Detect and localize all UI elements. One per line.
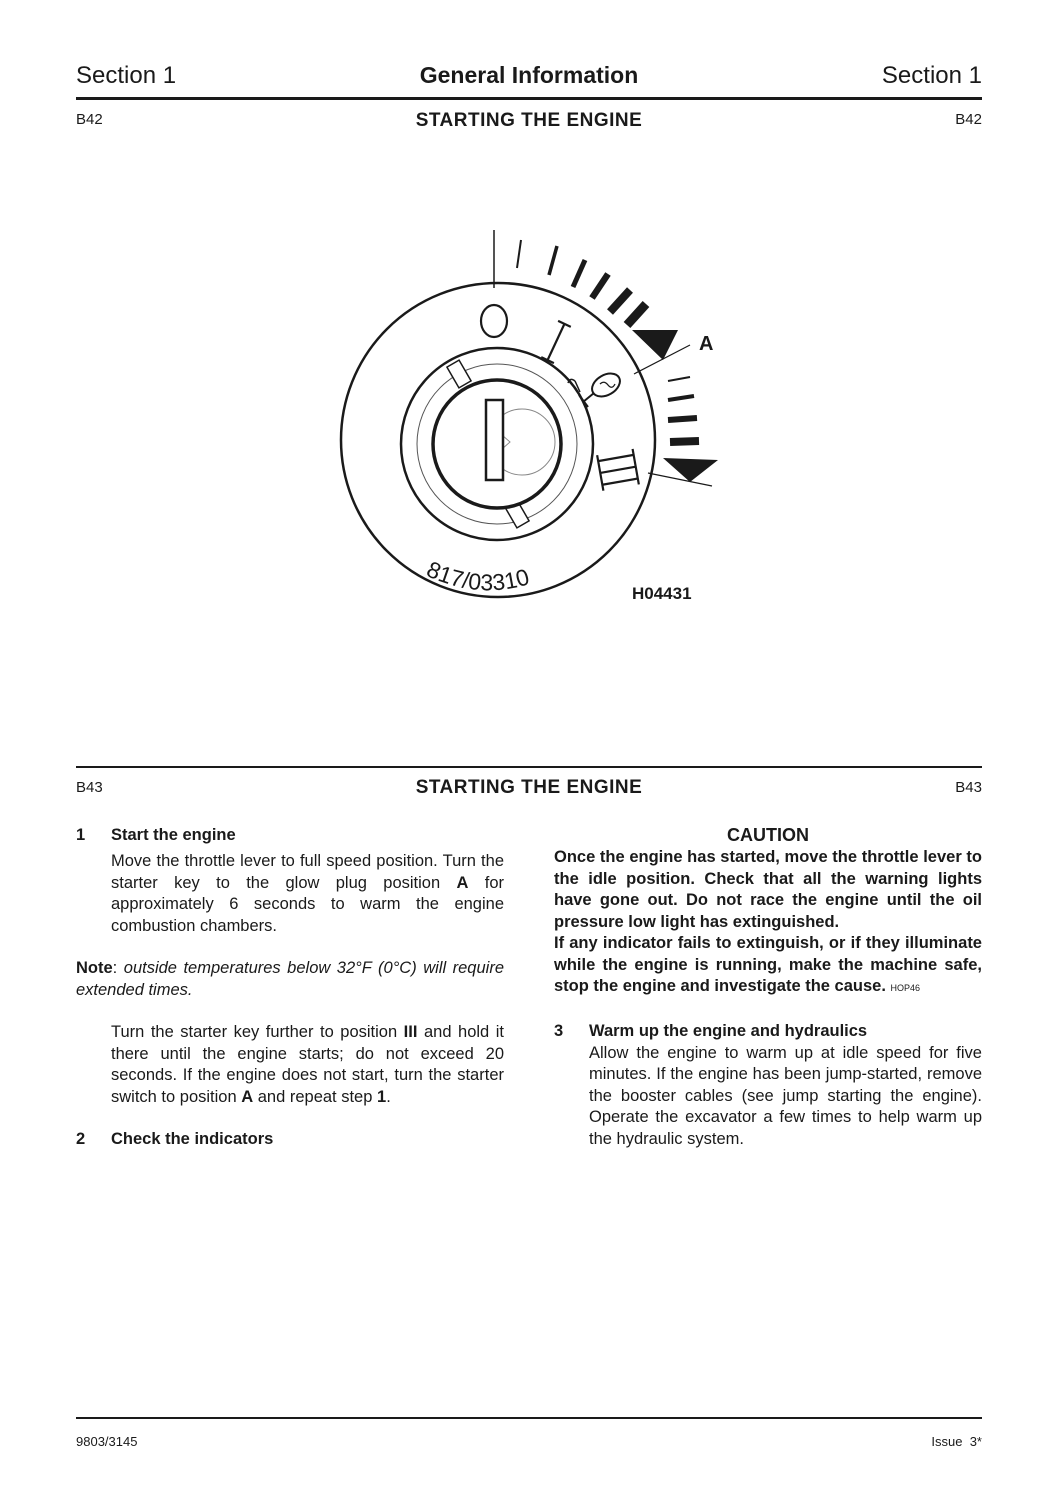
bezel-tab-top xyxy=(447,360,471,388)
header-section-left: Section 1 xyxy=(76,62,177,89)
step-3-paragraph: Allow the engine to warm up at idle speed for five minutes. If the engine has been jump-started, remove the booster cables (see jump starting the engine). Operate the excavator a few times to help warm up the hydraulic system. xyxy=(589,1043,982,1148)
footer-rule xyxy=(76,1417,982,1419)
step-2-heading xyxy=(76,1129,504,1151)
step-2-number: 2 xyxy=(76,1130,86,1148)
starter-switch-figure xyxy=(330,215,730,610)
footer-issue: Issue 3* xyxy=(931,1434,982,1449)
step-2-title: Check the indicators xyxy=(111,1130,274,1148)
ref-b42-right: B42 xyxy=(955,111,982,128)
footer-document-number: 9803/3145 xyxy=(76,1434,138,1449)
left-column xyxy=(76,825,504,1151)
note-paragraph: Note: outside temperatures below 32°F (0°C) will require extended times. xyxy=(76,959,504,999)
step-3-heading xyxy=(554,1021,982,1043)
rotation-arrow-lower xyxy=(663,377,718,482)
section-b43-title: STARTING THE ENGINE xyxy=(415,777,643,798)
note-text: outside temperatures below 32°F (0°C) will require extended times. xyxy=(76,959,504,999)
caution-box xyxy=(554,847,982,1000)
right-column xyxy=(554,825,982,1150)
step-3-number: 3 xyxy=(554,1021,564,1040)
step-1-number: 1 xyxy=(76,826,86,844)
caution-code: HOP46 xyxy=(890,983,921,993)
position-0-marking xyxy=(481,305,507,337)
page-title: General Information xyxy=(419,62,639,88)
step-1-paragraph-2: Turn the starter key further to position III and hold it there until the engine starts; do not exceed 20 seconds. If the engine does not start, turn the starter switch to position A and repeat step 1. xyxy=(111,1023,504,1106)
part-number: 817/03310 xyxy=(423,555,533,596)
step-1-heading xyxy=(76,825,504,847)
caution-title: CAUTION xyxy=(727,825,809,845)
ref-b43-right: B43 xyxy=(955,779,982,796)
header-rule xyxy=(76,97,982,100)
step-1-title: Start the engine xyxy=(111,826,236,844)
rotation-arrow-upper xyxy=(517,240,678,360)
caution-paragraph-2: If any indicator fails to extinguish, or if they illuminate while the engine is running, make the machine safe, stop the engine and investigate the cause. HOP46 xyxy=(554,934,982,995)
figure-position-a-label: A xyxy=(699,333,714,355)
section-b43-rule xyxy=(76,766,982,768)
figure-id: H04431 xyxy=(632,584,692,603)
note-label: Note xyxy=(76,959,113,977)
ref-b43-left: B43 xyxy=(76,779,103,796)
step-1-paragraph-1: Move the throttle lever to full speed position. Turn the starter key to the glow plug position A for approximately 6 seconds to warm the engine combustion chambers. xyxy=(111,852,504,935)
step-3-title: Warm up the engine and hydraulics xyxy=(589,1021,868,1040)
position-3-marking xyxy=(597,449,639,491)
caution-paragraph-1: Once the engine has started, move the throttle lever to the idle position. Check that all the warning lights have gone out. Do not race the engine until the oil pressure low light has extinguished. xyxy=(554,848,982,931)
key-slot xyxy=(486,400,503,480)
position-3-line xyxy=(648,473,712,486)
header-section-right: Section 1 xyxy=(881,62,982,89)
position-1-marking xyxy=(541,321,571,363)
section-b42-title: STARTING THE ENGINE xyxy=(415,110,643,131)
ref-b42-left: B42 xyxy=(76,111,103,128)
